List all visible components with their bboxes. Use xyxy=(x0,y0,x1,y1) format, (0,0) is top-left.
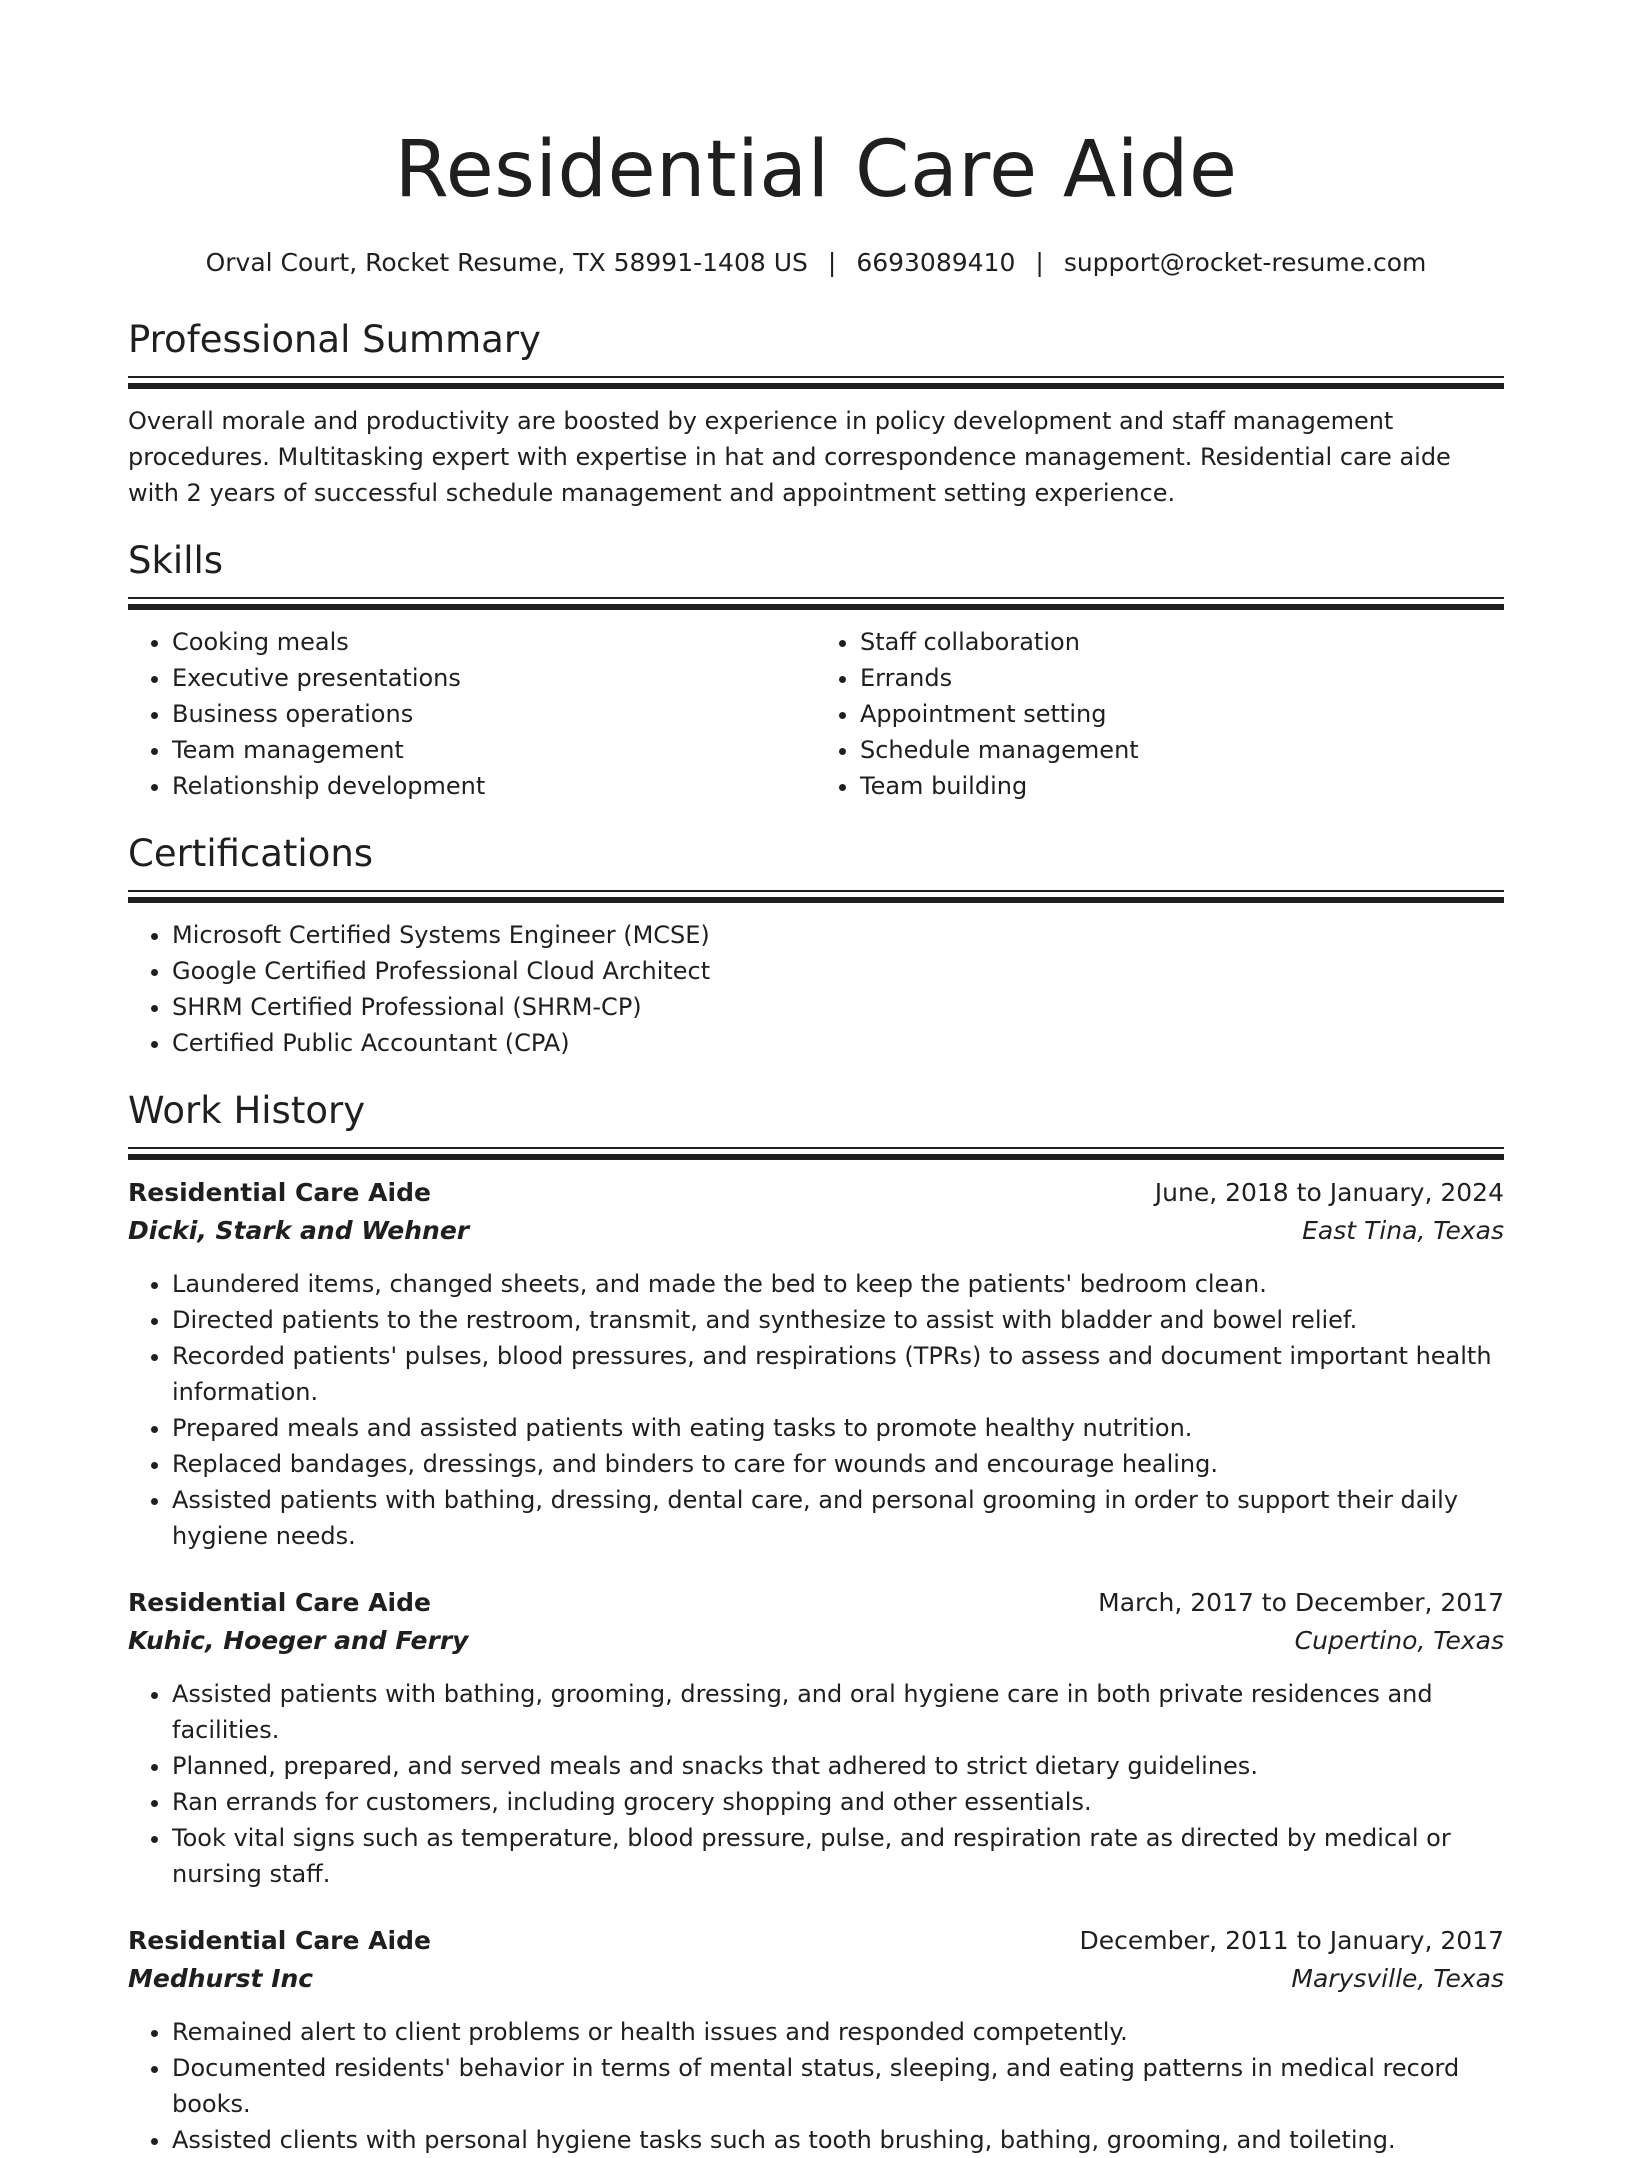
job-company: Medhurst Inc xyxy=(128,1964,314,1993)
job-location: Cupertino, Texas xyxy=(1294,1626,1504,1655)
job-bullet: • Planned, prepared, and served meals and snacks that adhered to strict dietary guidelines. xyxy=(172,1748,1504,1784)
skill-item: • Business operations xyxy=(172,696,816,732)
skill-item: • Relationship development xyxy=(172,768,816,804)
skills-grid xyxy=(128,624,1504,804)
job-company: Dicki, Stark and Wehner xyxy=(128,1216,470,1245)
job-bullets xyxy=(128,1676,1504,1892)
job-location: East Tina, Texas xyxy=(1302,1216,1504,1245)
contact-address: Orval Court, Rocket Resume, TX 58991-1408 US xyxy=(205,248,808,277)
skill-item: • Team building xyxy=(860,768,1504,804)
job-entry xyxy=(128,1584,1504,1892)
skills-list-right xyxy=(816,624,1504,804)
job-title: Residential Care Aide xyxy=(128,1926,431,1955)
summary-text: Overall morale and productivity are boosted by experience in policy development and staff management procedures. Multitasking expert with expertise in hat and correspondence management. Residential care aide with 2 years of successful schedule management and appointment setting experience. xyxy=(128,407,1451,507)
certification-item: • SHRM Certified Professional (SHRM-CP) xyxy=(172,989,1504,1025)
job-bullet: • Laundered items, changed sheets, and made the bed to keep the patients' bedroom clean. xyxy=(172,1266,1504,1302)
job-title: Residential Care Aide xyxy=(128,1588,431,1617)
job-bullet: • Documented residents' behavior in terms of mental status, sleeping, and eating patterns in medical record books. xyxy=(172,2050,1504,2122)
contact-line xyxy=(128,246,1504,280)
job-dates: June, 2018 to January, 2024 xyxy=(1154,1178,1504,1207)
job-dates: December, 2011 to January, 2017 xyxy=(1079,1926,1504,1955)
skills-section xyxy=(128,537,1504,804)
skill-item: • Staff collaboration xyxy=(860,624,1504,660)
job-entry xyxy=(128,1174,1504,1554)
section-divider xyxy=(128,597,1504,610)
job-location: Marysville, Texas xyxy=(1291,1964,1504,1993)
summary-section xyxy=(128,316,1504,511)
job-bullet: • Ran errands for customers, including grocery shopping and other essentials. xyxy=(172,1784,1504,1820)
job-header xyxy=(128,1174,1504,1212)
certifications-list xyxy=(128,917,1504,1061)
job-bullet: • Took vital signs such as temperature, blood pressure, pulse, and respiration rate as directed by medical or nursing staff. xyxy=(172,1820,1504,1892)
certifications-heading: Certifications xyxy=(128,832,374,875)
skills-list-left xyxy=(128,624,816,804)
section-divider xyxy=(128,376,1504,389)
job-header xyxy=(128,1922,1504,1960)
job-company: Kuhic, Hoeger and Ferry xyxy=(128,1626,469,1655)
contact-separator: | xyxy=(1035,248,1044,277)
skill-item: • Team management xyxy=(172,732,816,768)
certifications-section xyxy=(128,830,1504,1061)
job-bullet: • Directed patients to the restroom, transmit, and synthesize to assist with bladder and bowel relief. xyxy=(172,1302,1504,1338)
certification-item: • Google Certified Professional Cloud Architect xyxy=(172,953,1504,989)
skill-item: • Executive presentations xyxy=(172,660,816,696)
job-bullets xyxy=(128,2014,1504,2158)
resume-title: Residential Care Aide xyxy=(394,125,1238,215)
job-bullet: • Assisted clients with personal hygiene tasks such as tooth brushing, bathing, grooming, and toileting. xyxy=(172,2122,1504,2158)
job-subheader xyxy=(128,1212,1504,1250)
skills-heading: Skills xyxy=(128,539,224,582)
job-entry xyxy=(128,1922,1504,2158)
skill-item: • Cooking meals xyxy=(172,624,816,660)
contact-separator: | xyxy=(827,248,837,277)
skill-item: • Appointment setting xyxy=(860,696,1504,732)
job-bullet: • Prepared meals and assisted patients with eating tasks to promote healthy nutrition. xyxy=(172,1410,1504,1446)
job-bullet: • Recorded patients' pulses, blood pressures, and respirations (TPRs) to assess and document important health information. xyxy=(172,1338,1504,1410)
summary-heading: Professional Summary xyxy=(128,318,541,361)
job-subheader xyxy=(128,1622,1504,1660)
job-bullet: • Replaced bandages, dressings, and binders to care for wounds and encourage healing. xyxy=(172,1446,1504,1482)
job-title: Residential Care Aide xyxy=(128,1178,431,1207)
certification-item: • Microsoft Certified Systems Engineer (MCSE) xyxy=(172,917,1504,953)
job-bullets xyxy=(128,1266,1504,1554)
job-bullet: • Assisted patients with bathing, grooming, dressing, and oral hygiene care in both private residences and facilities. xyxy=(172,1676,1504,1748)
certification-item: • Certified Public Accountant (CPA) xyxy=(172,1025,1504,1061)
contact-email: support@rocket-resume.com xyxy=(1063,248,1427,277)
job-dates: March, 2017 to December, 2017 xyxy=(1098,1588,1504,1617)
job-bullet: • Remained alert to client problems or health issues and responded competently. xyxy=(172,2014,1504,2050)
work-history-heading: Work History xyxy=(128,1089,366,1132)
contact-phone: 6693089410 xyxy=(856,248,1016,277)
work-history-section xyxy=(128,1087,1504,2158)
skill-item: • Errands xyxy=(860,660,1504,696)
job-header xyxy=(128,1584,1504,1622)
skill-item: • Schedule management xyxy=(860,732,1504,768)
job-bullet: • Assisted patients with bathing, dressing, dental care, and personal grooming in order to support their daily hygiene needs. xyxy=(172,1482,1504,1554)
section-divider xyxy=(128,1147,1504,1160)
section-divider xyxy=(128,890,1504,903)
job-subheader xyxy=(128,1960,1504,1998)
